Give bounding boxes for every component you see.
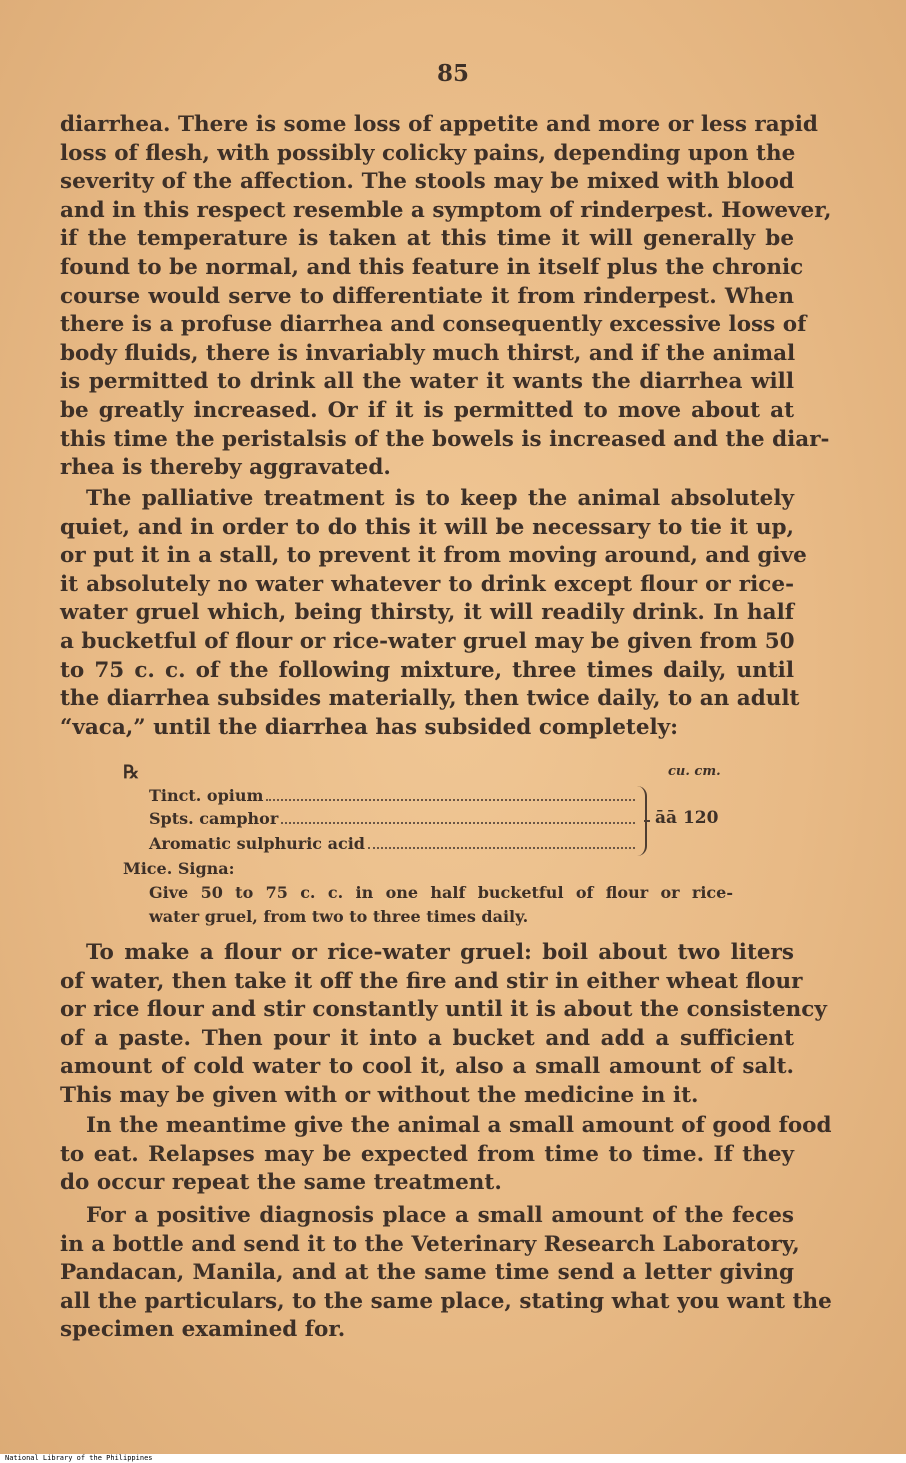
text-line: specimen examined for. (60, 1317, 346, 1343)
text-line: there is a profuse diarrhea and consequently excessive loss of (60, 312, 807, 338)
text-line: body fluids, there is invariably much thirst, and if the animal (60, 340, 796, 366)
text-line: loss of flesh, with possibly colicky pains, depending upon the (60, 140, 796, 166)
rx-ingredient (149, 809, 637, 828)
text-line: This may be given with or without the medicine in it. (60, 1082, 699, 1108)
dot-leader (281, 822, 635, 824)
rx-ingredient-name: Aromatic sulphuric acid (149, 834, 365, 853)
rx-instruction: water gruel, from two to three times daily. (149, 907, 529, 926)
text-line: In the meantime give the animal a small amount of good food (86, 1113, 832, 1138)
paragraph-1 (60, 111, 832, 483)
text-line: the diarrhea subsides materially, then twice daily, to an adult (60, 686, 800, 712)
text-line: of water, then take it off the fire and stir in either wheat flour (60, 968, 803, 994)
dot-leader (266, 799, 635, 801)
rx-ingredient (149, 834, 637, 853)
text-line: and in this respect resemble a symptom of rinderpest. However, (60, 197, 832, 223)
brace-tick (644, 820, 650, 822)
text-line: rhea is thereby aggravated. (60, 455, 391, 481)
paragraph-5 (60, 1202, 832, 1345)
text-line: if the temperature is taken at this time it will generally be (60, 226, 794, 252)
text-line: “vaca,” until the diarrhea has subsided completely: (60, 714, 679, 740)
text-line: water gruel which, being thirsty, it will readily drink. In half (60, 600, 794, 626)
text-line: severity of the affection. The stools may be mixed with blood (60, 169, 794, 195)
text-line: all the particulars, to the same place, stating what you want the (60, 1288, 832, 1314)
text-line: is permitted to drink all the water it wants the diarrhea will (60, 369, 794, 395)
text-line: be greatly increased. Or if it is permitted to move about at (60, 397, 794, 423)
text-line: The palliative treatment is to keep the animal absolutely (86, 486, 794, 511)
text-line: diarrhea. There is some loss of appetite and more or less rapid (60, 112, 818, 137)
rx-symbol: ℞ (123, 762, 140, 783)
rx-instruction: Give 50 to 75 c. c. in one half bucketful of flour or rice- (149, 883, 733, 902)
rx-units: cu. cm. (668, 764, 721, 779)
rx-ingredient (149, 786, 637, 805)
paragraph-4 (60, 1112, 832, 1198)
rx-ingredient-name: Spts. camphor (149, 809, 279, 828)
text-line: of a paste. Then pour it into a bucket and add a sufficient (60, 1025, 794, 1051)
rx-amount: āā 120 (655, 808, 719, 828)
text-line: found to be normal, and this feature in itself plus the chronic (60, 254, 804, 280)
text-line: do occur repeat the same treatment. (60, 1170, 502, 1196)
footer-credit: National Library of the Philippines (2, 1454, 156, 1463)
text-line: this time the peristalsis of the bowels is increased and the diar- (60, 426, 830, 452)
text-line: in a bottle and send it to the Veterinary Research Laboratory, (60, 1231, 800, 1257)
text-line: to eat. Relapses may be expected from time to time. If they (60, 1141, 794, 1167)
text-line: or rice flour and stir constantly until it is about the consistency (60, 997, 827, 1023)
text-line: To make a flour or rice-water gruel: boil about two liters (86, 940, 794, 965)
text-line: Pandacan, Manila, and at the same time send a letter giving (60, 1260, 794, 1286)
text-line: For a positive diagnosis place a small amount of the feces (86, 1203, 794, 1228)
text-line: a bucketful of flour or rice-water gruel may be given from 50 (60, 628, 795, 654)
page-number: 85 (436, 60, 469, 87)
rx-ingredient-name: Tinct. opium (149, 786, 264, 805)
paragraph-2 (60, 485, 807, 742)
rx-signa: Mice. Signa: (123, 859, 235, 878)
text-line: to 75 c. c. of the following mixture, three times daily, until (60, 657, 794, 683)
text-line: course would serve to differentiate it from rinderpest. When (60, 283, 794, 309)
dot-leader (368, 847, 635, 849)
text-line: quiet, and in order to do this it will be necessary to tie it up, (60, 514, 794, 540)
text-line: amount of cold water to cool it, also a small amount of salt. (60, 1054, 794, 1080)
paragraph-3 (60, 939, 827, 1111)
text-line: it absolutely no water whatever to drink except flour or rice- (60, 571, 794, 597)
text-line: or put it in a stall, to prevent it from moving around, and give (60, 543, 807, 569)
